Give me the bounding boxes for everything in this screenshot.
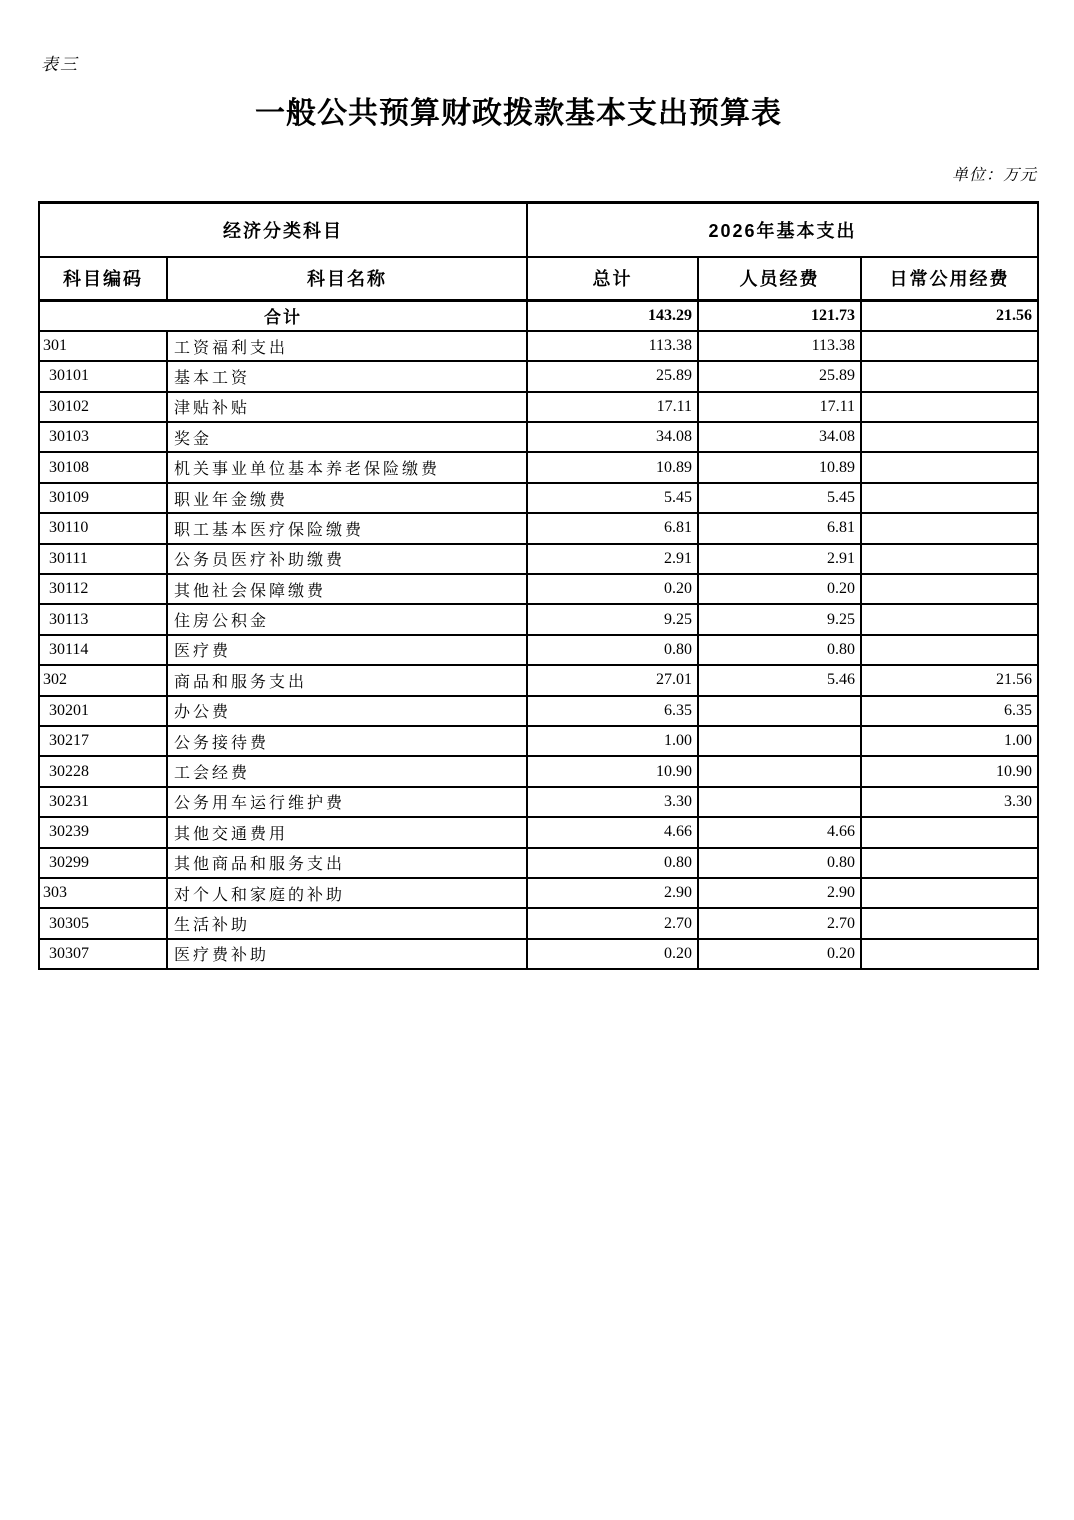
total-value-cell: 34.08: [527, 422, 698, 452]
table-row: [39, 361, 1038, 391]
personnel-value-cell: 5.46: [698, 665, 861, 695]
total-value-cell: 6.81: [527, 513, 698, 543]
personnel-value-cell: 2.91: [698, 544, 861, 574]
subject-name-cell: 住房公积金: [167, 604, 527, 634]
table-row: [39, 331, 1038, 361]
daily-value-cell: [861, 848, 1038, 878]
col-header-daily-public-funds: 日常公用经费: [861, 257, 1038, 301]
subject-name-cell: 对个人和家庭的补助: [167, 878, 527, 908]
header-columns-row: [39, 257, 1038, 301]
table-row: [39, 574, 1038, 604]
subject-name-cell: 津贴补贴: [167, 392, 527, 422]
header-economic-classification: 经济分类科目: [39, 203, 527, 257]
table-row: [39, 483, 1038, 513]
col-header-total: 总计: [527, 257, 698, 301]
total-value-cell: 6.35: [527, 696, 698, 726]
subject-code-cell: 30231: [39, 787, 167, 817]
col-header-subject-code: 科目编码: [39, 257, 167, 301]
total-value-cell: 25.89: [527, 361, 698, 391]
subject-code-cell: 30113: [39, 604, 167, 634]
subject-name-cell: 办公费: [167, 696, 527, 726]
personnel-value-cell: 113.38: [698, 331, 861, 361]
subject-code-cell: 30111: [39, 544, 167, 574]
personnel-value-cell: 5.45: [698, 483, 861, 513]
daily-value-cell: [861, 392, 1038, 422]
unit-note: 单位：万元: [951, 167, 1037, 184]
subject-code-cell: 30114: [39, 635, 167, 665]
total-value-cell: 27.01: [527, 665, 698, 695]
col-header-subject-name: 科目名称: [167, 257, 527, 301]
daily-value-cell: [861, 939, 1038, 969]
table-row: [39, 939, 1038, 969]
subject-code-cell: 30103: [39, 422, 167, 452]
total-row-personnel-cell: 121.73: [698, 301, 861, 331]
daily-value-cell: [861, 331, 1038, 361]
total-value-cell: 5.45: [527, 483, 698, 513]
table-row: [39, 878, 1038, 908]
subject-code-cell: 30108: [39, 452, 167, 482]
total-value-cell: 4.66: [527, 817, 698, 847]
subject-code-cell: 30201: [39, 696, 167, 726]
personnel-value-cell: 0.20: [698, 574, 861, 604]
subject-name-cell: 职业年金缴费: [167, 483, 527, 513]
subject-name-cell: 其他交通费用: [167, 817, 527, 847]
total-value-cell: 3.30: [527, 787, 698, 817]
table-number-label: 表三: [41, 55, 79, 74]
total-value-cell: 1.00: [527, 726, 698, 756]
total-value-cell: 0.80: [527, 635, 698, 665]
personnel-value-cell: 4.66: [698, 817, 861, 847]
daily-value-cell: [861, 422, 1038, 452]
subject-code-cell: 30101: [39, 361, 167, 391]
personnel-value-cell: 34.08: [698, 422, 861, 452]
daily-value-cell: 6.35: [861, 696, 1038, 726]
daily-value-cell: 1.00: [861, 726, 1038, 756]
daily-value-cell: [861, 604, 1038, 634]
subject-name-cell: 医疗费补助: [167, 939, 527, 969]
subject-code-cell: 30239: [39, 817, 167, 847]
table-row: [39, 908, 1038, 938]
personnel-value-cell: 0.20: [698, 939, 861, 969]
subject-name-cell: 基本工资: [167, 361, 527, 391]
personnel-value-cell: 9.25: [698, 604, 861, 634]
subject-name-cell: 医疗费: [167, 635, 527, 665]
daily-value-cell: 21.56: [861, 665, 1038, 695]
daily-value-cell: [861, 817, 1038, 847]
subject-name-cell: 公务接待费: [167, 726, 527, 756]
subject-name-cell: 职工基本医疗保险缴费: [167, 513, 527, 543]
daily-value-cell: [861, 513, 1038, 543]
daily-value-cell: 10.90: [861, 756, 1038, 786]
subject-code-cell: 30112: [39, 574, 167, 604]
total-value-cell: 0.80: [527, 848, 698, 878]
table-body: [39, 301, 1038, 970]
total-row-total-cell: 143.29: [527, 301, 698, 331]
personnel-value-cell: [698, 787, 861, 817]
table-row: [39, 817, 1038, 847]
subject-code-cell: 30305: [39, 908, 167, 938]
subject-code-cell: 30307: [39, 939, 167, 969]
subject-name-cell: 商品和服务支出: [167, 665, 527, 695]
table-row: [39, 635, 1038, 665]
personnel-value-cell: 2.70: [698, 908, 861, 938]
table-row: [39, 452, 1038, 482]
subject-name-cell: 生活补助: [167, 908, 527, 938]
total-row-label: 合计: [39, 301, 527, 331]
total-value-cell: 2.90: [527, 878, 698, 908]
table-row: [39, 726, 1038, 756]
subject-name-cell: 其他商品和服务支出: [167, 848, 527, 878]
subject-code-cell: 30109: [39, 483, 167, 513]
table-row: [39, 848, 1038, 878]
table-row: [39, 696, 1038, 726]
total-value-cell: 2.91: [527, 544, 698, 574]
subject-code-cell: 30110: [39, 513, 167, 543]
personnel-value-cell: [698, 726, 861, 756]
table-row: [39, 756, 1038, 786]
daily-value-cell: 3.30: [861, 787, 1038, 817]
col-header-personnel-funds: 人员经费: [698, 257, 861, 301]
table-row: [39, 787, 1038, 817]
personnel-value-cell: 6.81: [698, 513, 861, 543]
table-row: [39, 544, 1038, 574]
subject-name-cell: 其他社会保障缴费: [167, 574, 527, 604]
daily-value-cell: [861, 574, 1038, 604]
total-value-cell: 113.38: [527, 331, 698, 361]
subject-code-cell: 301: [39, 331, 167, 361]
table-row: [39, 513, 1038, 543]
subject-code-cell: 30102: [39, 392, 167, 422]
total-row: [39, 301, 1038, 331]
personnel-value-cell: 2.90: [698, 878, 861, 908]
total-value-cell: 10.90: [527, 756, 698, 786]
total-value-cell: 9.25: [527, 604, 698, 634]
subject-code-cell: 30299: [39, 848, 167, 878]
table-header: [39, 203, 1038, 301]
subject-name-cell: 奖金: [167, 422, 527, 452]
subject-code-cell: 30228: [39, 756, 167, 786]
total-value-cell: 10.89: [527, 452, 698, 482]
header-group-row: [39, 203, 1038, 257]
total-value-cell: 0.20: [527, 939, 698, 969]
personnel-value-cell: 0.80: [698, 635, 861, 665]
daily-value-cell: [861, 635, 1038, 665]
personnel-value-cell: 10.89: [698, 452, 861, 482]
subject-name-cell: 机关事业单位基本养老保险缴费: [167, 452, 527, 482]
table-row: [39, 604, 1038, 634]
daily-value-cell: [861, 878, 1038, 908]
header-2026-basic-expenditure: 2026年基本支出: [527, 203, 1038, 257]
subject-name-cell: 工资福利支出: [167, 331, 527, 361]
total-value-cell: 0.20: [527, 574, 698, 604]
daily-value-cell: [861, 483, 1038, 513]
personnel-value-cell: 0.80: [698, 848, 861, 878]
personnel-value-cell: 25.89: [698, 361, 861, 391]
page-title: 一般公共预算财政拨款基本支出预算表: [255, 97, 782, 130]
personnel-value-cell: 17.11: [698, 392, 861, 422]
daily-value-cell: [861, 361, 1038, 391]
daily-value-cell: [861, 908, 1038, 938]
table-row: [39, 665, 1038, 695]
budget-table: [38, 201, 1039, 970]
table-row: [39, 392, 1038, 422]
personnel-value-cell: [698, 696, 861, 726]
personnel-value-cell: [698, 756, 861, 786]
subject-name-cell: 公务用车运行维护费: [167, 787, 527, 817]
subject-code-cell: 302: [39, 665, 167, 695]
daily-value-cell: [861, 544, 1038, 574]
subject-name-cell: 公务员医疗补助缴费: [167, 544, 527, 574]
total-row-daily-cell: 21.56: [861, 301, 1038, 331]
total-value-cell: 17.11: [527, 392, 698, 422]
total-value-cell: 2.70: [527, 908, 698, 938]
subject-code-cell: 303: [39, 878, 167, 908]
table-row: [39, 422, 1038, 452]
daily-value-cell: [861, 452, 1038, 482]
subject-name-cell: 工会经费: [167, 756, 527, 786]
subject-code-cell: 30217: [39, 726, 167, 756]
